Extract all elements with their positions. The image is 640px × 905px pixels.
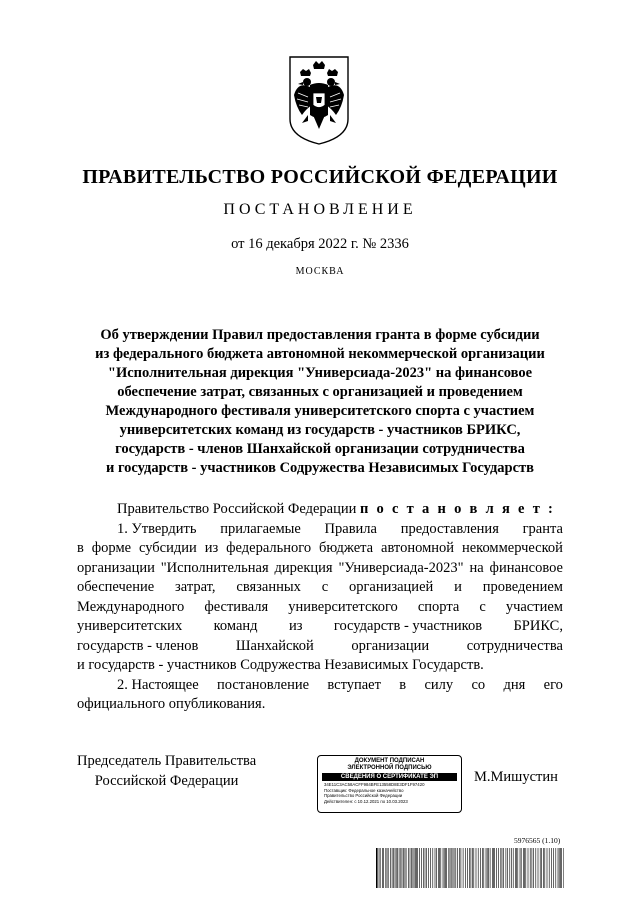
electronic-signature-stamp <box>317 755 462 813</box>
barcode-bar <box>405 848 406 888</box>
paragraph-line <box>77 637 563 657</box>
barcode-bar <box>532 848 533 888</box>
barcode-bar <box>413 848 414 888</box>
barcode-bar <box>397 848 398 888</box>
word: дирекция <box>274 559 333 576</box>
paragraph-line <box>77 598 563 618</box>
barcode-bar <box>410 848 411 888</box>
word: предоставления <box>400 520 499 537</box>
word: организацией <box>348 579 434 595</box>
barcode-bar <box>387 848 388 888</box>
word: проведением <box>482 579 563 595</box>
word: университетского <box>288 598 398 615</box>
barcode-bar <box>421 848 422 888</box>
barcode-bar <box>379 848 380 888</box>
stamp-serial: 34E11C3AC58ACFF984BFE13558D8E3DF1F97420 <box>324 782 425 787</box>
barcode-bar <box>484 848 485 888</box>
paragraph-line <box>77 559 563 579</box>
barcode-bar <box>445 848 446 888</box>
barcode-bar <box>524 848 525 888</box>
barcode-bar <box>395 848 396 888</box>
signer-title-line: Председатель Правительства <box>77 753 257 769</box>
word: на <box>469 559 484 576</box>
barcode-bar <box>540 848 541 888</box>
barcode-bar <box>435 848 436 888</box>
barcode-bar <box>487 848 488 888</box>
word: государств - участников <box>333 618 483 634</box>
paragraph-line <box>77 539 563 559</box>
word: из <box>204 540 219 556</box>
word: федерального <box>226 540 312 556</box>
barcode-bar <box>516 848 517 888</box>
word: участием <box>505 598 563 615</box>
word: Шанхайской <box>235 637 314 654</box>
barcode-bar <box>393 848 394 888</box>
stamp-validity: Действителен: с 10.12.2021 по 10.03.2023 <box>324 798 408 804</box>
barcode-bar <box>416 848 417 888</box>
word: с <box>321 579 329 595</box>
paragraph-2 <box>77 676 563 696</box>
barcode-bar <box>545 848 546 888</box>
paragraph-line <box>77 617 563 637</box>
heading-line: и государств - участников Содружества Независимых Государств <box>105 460 535 476</box>
barcode-bar <box>443 848 444 888</box>
barcode-bar <box>454 848 455 888</box>
document-heading <box>60 326 580 478</box>
word: государств - членов <box>77 637 199 654</box>
heading-line: государств - членов Шанхайской организации сотрудничества <box>115 441 525 457</box>
barcode-bar <box>428 848 429 888</box>
barcode-bar <box>472 848 473 888</box>
document-type: ПОСТАНОВЛЕНИЕ <box>223 201 417 218</box>
barcode-bar <box>392 848 393 888</box>
paragraph-1 <box>77 520 563 657</box>
barcode-bar <box>376 848 378 888</box>
barcode-bar <box>528 848 529 888</box>
barcode-bar <box>383 848 384 888</box>
barcode-bar <box>482 848 483 888</box>
heading-line: университетских команд из государств - участников БРИКС, <box>119 422 521 438</box>
barcode-bar <box>496 848 497 888</box>
government-title: ПРАВИТЕЛЬСТВО РОССИЙСКОЙ ФЕДЕРАЦИИ <box>82 166 558 188</box>
word: некоммерческой <box>461 540 563 556</box>
barcode-bar <box>503 848 504 888</box>
barcode-bar <box>444 848 445 888</box>
signer-name: М.Мишустин <box>474 769 558 785</box>
word: со <box>471 676 486 693</box>
word: спорта <box>417 598 460 615</box>
word: вступает <box>327 676 381 693</box>
barcode-bar <box>536 848 537 888</box>
word: сотрудничества <box>466 637 563 654</box>
document-body <box>77 500 563 715</box>
paragraph-line <box>77 578 563 598</box>
word: силу <box>424 676 454 693</box>
word: "Исполнительная <box>160 559 269 576</box>
barcode-bar <box>382 848 383 888</box>
word: университетских <box>77 618 183 634</box>
barcode-bar <box>507 848 508 888</box>
stamp-owner: Правительство Российской Федерации <box>324 793 403 798</box>
barcode-bar <box>513 848 514 888</box>
barcode-bar <box>494 848 495 888</box>
paragraph-1-last-line: и государств - участников Содружества Независимых Государств. <box>77 657 484 673</box>
barcode-bar <box>560 848 561 888</box>
word: "Универсиада-2023" <box>338 559 464 576</box>
barcode-bar <box>474 848 475 888</box>
barcode-bar <box>411 848 412 888</box>
barcode-bar <box>430 848 431 888</box>
barcode-bar <box>467 848 468 888</box>
barcode-bar <box>506 848 507 888</box>
word: организации <box>77 559 155 576</box>
barcode-bar <box>453 848 454 888</box>
barcode-bar <box>541 848 542 888</box>
word: Международного <box>77 598 185 615</box>
word: бюджета <box>319 540 374 556</box>
decree-intro: Правительство Российской Федерации <box>117 501 357 517</box>
barcode-bar <box>547 848 548 888</box>
word: с <box>479 598 486 615</box>
barcode-bar <box>510 848 511 888</box>
barcode-bar <box>538 848 539 888</box>
barcode-bar <box>433 848 434 888</box>
barcode-bar <box>526 848 527 888</box>
stamp-supplier: Поставщик: Федеральное казначейство <box>324 787 404 793</box>
barcode-bar <box>450 848 451 888</box>
barcode-bar <box>551 848 552 888</box>
barcode-bar <box>388 848 389 888</box>
word: в <box>399 676 407 693</box>
word: автономной <box>381 540 455 556</box>
barcode-bar <box>451 848 452 888</box>
barcode-bar <box>490 848 491 888</box>
word: БРИКС, <box>513 618 563 634</box>
barcode-bar <box>511 848 512 888</box>
barcode-bar <box>463 848 464 888</box>
barcode-bar <box>426 848 427 888</box>
barcode-bar <box>386 848 387 888</box>
word: и <box>454 579 462 595</box>
word: гранта <box>522 520 563 537</box>
barcode-bar <box>439 848 440 888</box>
barcode-bar <box>556 848 557 888</box>
heading-line: Международного фестиваля университетского спорта с участием <box>105 403 535 419</box>
barcode-bar <box>488 848 489 888</box>
document-date-number: от 16 декабря 2022 г. № 2336 <box>231 236 409 252</box>
barcode-bar <box>399 848 400 888</box>
barcode-bar <box>478 848 479 888</box>
barcode-image <box>376 848 564 888</box>
barcode-bar <box>493 848 494 888</box>
barcode-bar <box>438 848 439 888</box>
barcode-bar <box>476 848 477 888</box>
heading-line: "Исполнительная дирекция "Универсиада-2023" на финансовое <box>107 365 533 381</box>
barcode-bar <box>564 848 565 888</box>
barcode-bar <box>543 848 544 888</box>
word: из <box>288 618 303 634</box>
word: дня <box>503 676 526 693</box>
barcode-bar <box>501 848 502 888</box>
barcode-bar <box>436 848 437 888</box>
word: фестиваля <box>204 598 269 615</box>
document-city: МОСКВА <box>295 266 345 277</box>
barcode-bar <box>390 848 391 888</box>
barcode-bar <box>446 848 447 888</box>
barcode-bar <box>553 848 554 888</box>
barcode-bar <box>456 848 457 888</box>
barcode-bar <box>518 848 519 888</box>
barcode-bar <box>549 848 550 888</box>
signer-title <box>77 752 256 791</box>
paragraph-line <box>77 676 563 696</box>
barcode-bar <box>521 848 522 888</box>
barcode-bar <box>441 848 442 888</box>
paragraph-line <box>77 520 563 540</box>
barcode-bar <box>502 848 503 888</box>
word: субсидии <box>139 540 197 556</box>
word: форме <box>91 540 132 556</box>
word: организации <box>351 637 430 654</box>
barcode-bar <box>559 848 560 888</box>
paragraph-2-last-line: официального опубликования. <box>77 696 266 712</box>
barcode-bar <box>419 848 420 888</box>
barcode-bar <box>403 848 404 888</box>
word: команд <box>213 618 258 634</box>
decree-word: п о с т а н о в л я е т : <box>359 501 556 517</box>
signer-title-line: Российской Федерации <box>94 772 239 789</box>
barcode-bar <box>486 848 487 888</box>
barcode-bar <box>461 848 462 888</box>
word: 2. Настоящее <box>117 676 199 693</box>
barcode-bar <box>561 848 562 888</box>
barcode-bar <box>515 848 516 888</box>
barcode-bar <box>449 848 450 888</box>
barcode-bar <box>457 848 458 888</box>
heading-line: обеспечение затрат, связанных с организацией и проведением <box>117 384 523 400</box>
stamp-line: ДОКУМЕНТ ПОДПИСАН <box>354 758 425 764</box>
stamp-line: ЭЛЕКТРОННОЙ ПОДПИСЬЮ <box>347 765 432 771</box>
barcode-bar <box>498 848 499 888</box>
heading-line: Об утверждении Правил предоставления гранта в форме субсидии <box>100 327 540 343</box>
barcode-bar <box>425 848 426 888</box>
barcode-bar <box>408 848 409 888</box>
barcode-bar <box>471 848 472 888</box>
barcode-bar <box>417 848 418 888</box>
barcode-bar <box>469 848 470 888</box>
decree-intro-line <box>77 500 563 520</box>
barcode-bar <box>406 848 407 888</box>
barcode-bar <box>533 848 534 888</box>
barcode-label: 5976565 (1.10) <box>514 836 561 845</box>
barcode-bar <box>415 848 416 888</box>
barcode-bar <box>520 848 521 888</box>
word: его <box>543 676 563 693</box>
barcode-bar <box>423 848 424 888</box>
barcode-bar <box>414 848 415 888</box>
barcode-bar <box>480 848 481 888</box>
barcode-bar <box>530 848 531 888</box>
word: прилагаемые <box>220 520 301 537</box>
word: в <box>77 540 84 556</box>
barcode-bar <box>492 848 493 888</box>
word: обеспечение <box>77 579 155 595</box>
barcode-bar <box>465 848 466 888</box>
barcode-bar <box>459 848 460 888</box>
barcode-bar <box>402 848 403 888</box>
word: Правила <box>324 520 377 537</box>
barcode-bar <box>523 848 524 888</box>
word: постановление <box>217 676 310 693</box>
word: финансовое <box>489 559 563 576</box>
heading-line: из федерального бюджета автономной некоммерческой организации <box>95 346 545 362</box>
word: связанных <box>236 579 301 595</box>
barcode-bar <box>396 848 397 888</box>
stamp-certificate-bar: СВЕДЕНИЯ О СЕРТИФИКАТЕ ЭП <box>322 773 457 781</box>
barcode-bar <box>558 848 559 888</box>
word: затрат, <box>175 579 216 595</box>
coat-of-arms-emblem <box>286 53 352 147</box>
word: 1. Утвердить <box>117 520 197 537</box>
barcode-bar <box>401 848 402 888</box>
barcode-bar <box>380 848 381 888</box>
